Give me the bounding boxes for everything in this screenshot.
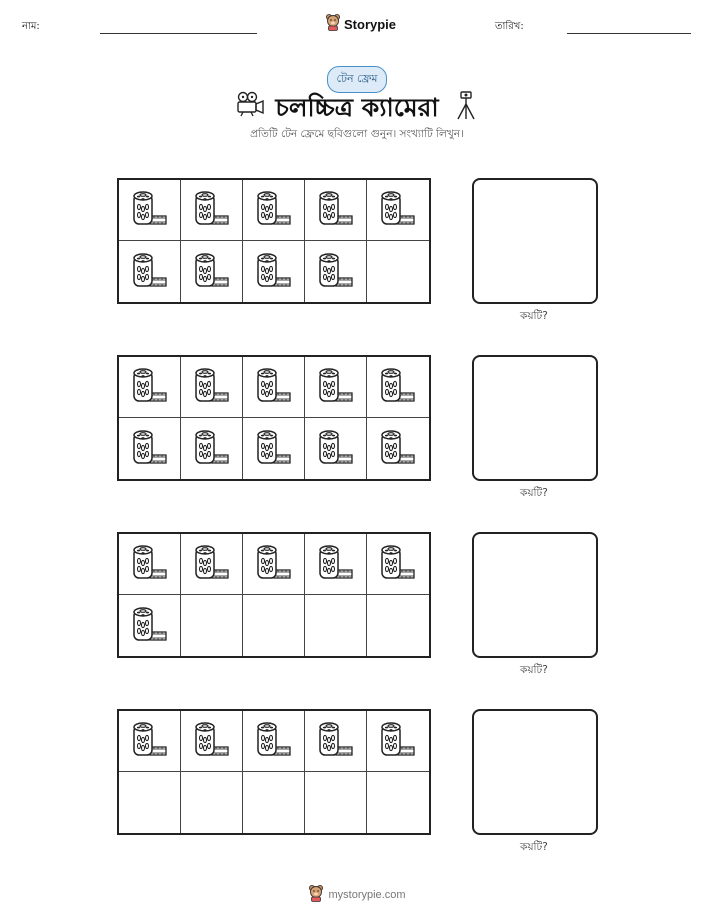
film-reel-icon [316, 427, 356, 471]
frame-cell [305, 357, 367, 418]
film-reel-icon [130, 188, 170, 232]
frame-cell [367, 534, 429, 595]
name-label: নাম: [22, 21, 40, 32]
frame-cell [181, 418, 243, 479]
film-reel-icon [378, 719, 418, 763]
film-reel-icon [254, 719, 294, 763]
film-reel-icon [316, 365, 356, 409]
frame-cell [243, 418, 305, 479]
tripod-icon [455, 90, 477, 124]
frame-cell [119, 180, 181, 241]
answer-label-2: কয়টি? [520, 487, 548, 499]
frame-cell [243, 241, 305, 302]
answer-box-2[interactable] [472, 355, 598, 481]
frame-cell [305, 534, 367, 595]
film-reel-icon [192, 719, 232, 763]
date-label: তারিখ: [495, 21, 524, 32]
answer-box-3[interactable] [472, 532, 598, 658]
film-reel-icon [192, 250, 232, 294]
answer-label-3: কয়টি? [520, 664, 548, 676]
film-reel-icon [192, 365, 232, 409]
frame-cell [119, 772, 181, 833]
film-reel-icon [130, 604, 170, 648]
frame-cell [119, 418, 181, 479]
frame-cell [119, 241, 181, 302]
frame-cell [305, 772, 367, 833]
footer-url: mystorypie.com [328, 889, 406, 901]
frame-cell [305, 595, 367, 656]
film-reel-icon [130, 365, 170, 409]
brand-name: Storypie [344, 16, 397, 32]
frame-cell [367, 180, 429, 241]
footer [308, 884, 405, 906]
storypie-logo [325, 13, 396, 35]
frame-cell [181, 357, 243, 418]
film-reel-icon [254, 542, 294, 586]
film-reel-icon [254, 250, 294, 294]
ten-frame-4 [117, 709, 431, 835]
film-reel-icon [378, 365, 418, 409]
frame-cell [305, 241, 367, 302]
film-reel-icon [316, 188, 356, 232]
frame-cell [181, 534, 243, 595]
instructions: প্রতিটি টেন ফ্রেমে ছবিগুলো গুনুন। সংখ্যাটি লিখুন। [250, 128, 464, 140]
film-reel-icon [378, 427, 418, 471]
film-reel-icon [254, 188, 294, 232]
answer-label-1: কয়টি? [520, 310, 548, 322]
frame-cell [367, 418, 429, 479]
frame-cell [367, 711, 429, 772]
bear-mascot-icon [325, 13, 341, 35]
film-reel-icon [254, 427, 294, 471]
frame-cell [243, 357, 305, 418]
date-line[interactable] [567, 33, 691, 34]
film-reel-icon [378, 188, 418, 232]
category-badge: টেন ফ্রেম [327, 66, 386, 93]
name-line[interactable] [100, 33, 257, 34]
film-reel-icon [130, 542, 170, 586]
film-reel-icon [130, 250, 170, 294]
ten-frame-3 [117, 532, 431, 658]
film-reel-icon [378, 542, 418, 586]
frame-cell [119, 534, 181, 595]
frame-cell [243, 711, 305, 772]
frame-cell [305, 418, 367, 479]
frame-cell [367, 357, 429, 418]
frame-cell [181, 711, 243, 772]
frame-cell [243, 534, 305, 595]
frame-cell [243, 772, 305, 833]
film-reel-icon [316, 250, 356, 294]
answer-label-4: কয়টি? [520, 841, 548, 853]
frame-cell [181, 241, 243, 302]
film-reel-icon [192, 427, 232, 471]
film-reel-icon [192, 542, 232, 586]
frame-cell [243, 595, 305, 656]
film-reel-icon [254, 365, 294, 409]
film-reel-icon [192, 188, 232, 232]
answer-box-4[interactable] [472, 709, 598, 835]
frame-cell [119, 711, 181, 772]
frame-cell [367, 595, 429, 656]
film-reel-icon [316, 719, 356, 763]
ten-frame-1 [117, 178, 431, 304]
bear-mascot-icon [308, 884, 324, 906]
frame-cell [367, 241, 429, 302]
frame-cell [243, 180, 305, 241]
ten-frame-2 [117, 355, 431, 481]
frame-cell [305, 711, 367, 772]
frame-cell [367, 772, 429, 833]
frame-cell [119, 357, 181, 418]
film-reel-icon [316, 542, 356, 586]
frame-cell [181, 772, 243, 833]
answer-box-1[interactable] [472, 178, 598, 304]
frame-cell [305, 180, 367, 241]
film-reel-icon [130, 719, 170, 763]
frame-cell [181, 595, 243, 656]
film-reel-icon [130, 427, 170, 471]
frame-cell [181, 180, 243, 241]
frame-cell [119, 595, 181, 656]
page-title: চলচ্চিত্র ক্যামেরা [275, 93, 439, 122]
